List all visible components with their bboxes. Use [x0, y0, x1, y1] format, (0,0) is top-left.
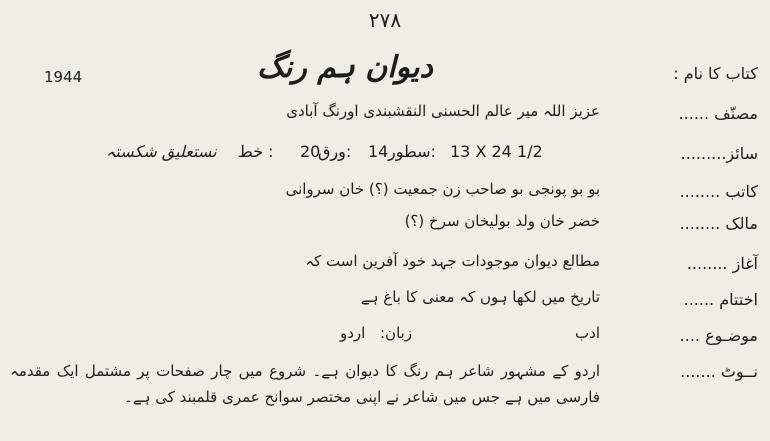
folios-label: ورق: — [318, 142, 352, 161]
script-value: نستعلیق شکستہ — [106, 142, 217, 161]
owner-value: خضر خان ولد بولیخان سرخ (؟) — [404, 212, 600, 230]
subject-label: موضـوع .... — [679, 326, 758, 345]
page-number: ۲۷۸ — [368, 8, 402, 32]
size-dimensions: 13 X 24 1/2 — [450, 142, 543, 161]
scribe-value: بو بو پونجی بو صاحب زن جمعیت (؟) خان سروانی — [285, 180, 600, 198]
author-value: عزیز اللہ میر عالم الحسنی النقشبندی اورنگ آبادی — [286, 102, 600, 120]
scribe-label: کاتب ........ — [679, 182, 758, 201]
beginning-label: آغاز ........ — [686, 254, 758, 273]
language-value: اردو — [340, 324, 366, 342]
ending-label: اختتام ...... — [683, 290, 758, 309]
author-label: مصنّف ...... — [678, 104, 758, 123]
beginning-value: مطالع دیوان موجودات جہد خود آفرین است کہ — [305, 252, 600, 270]
script-label: خط : — [238, 142, 274, 161]
note-value: اردو کے مشہور شاعر ہم رنگ کا دیوان ہے۔ شروع میں چار صفحات پر مشتمل ایک مقدمہ فارسی میں ہے جس میں شاعر نے اپنی مختصر سوانح عمری قلمبند کی ہے۔ — [10, 362, 600, 406]
folios-count: 20 — [300, 142, 321, 161]
owner-label: مالک ........ — [679, 214, 758, 233]
lines-count: 14 — [368, 142, 389, 161]
subject-value: ادب — [575, 324, 600, 342]
size-label: سائز......... — [680, 144, 758, 163]
ending-value: تاریخ میں لکھا ہوں کہ معنی کا باغ ہے — [360, 288, 600, 306]
lines-label: سطور: — [388, 142, 436, 161]
note-label: نــوٹ ....... — [680, 362, 758, 381]
book-title: دیوان ہم رنگ — [257, 50, 433, 85]
language-label: زبان: — [380, 324, 413, 342]
year: 1944 — [44, 68, 83, 86]
book-title-label: کتاب کا نام : — [673, 64, 758, 83]
